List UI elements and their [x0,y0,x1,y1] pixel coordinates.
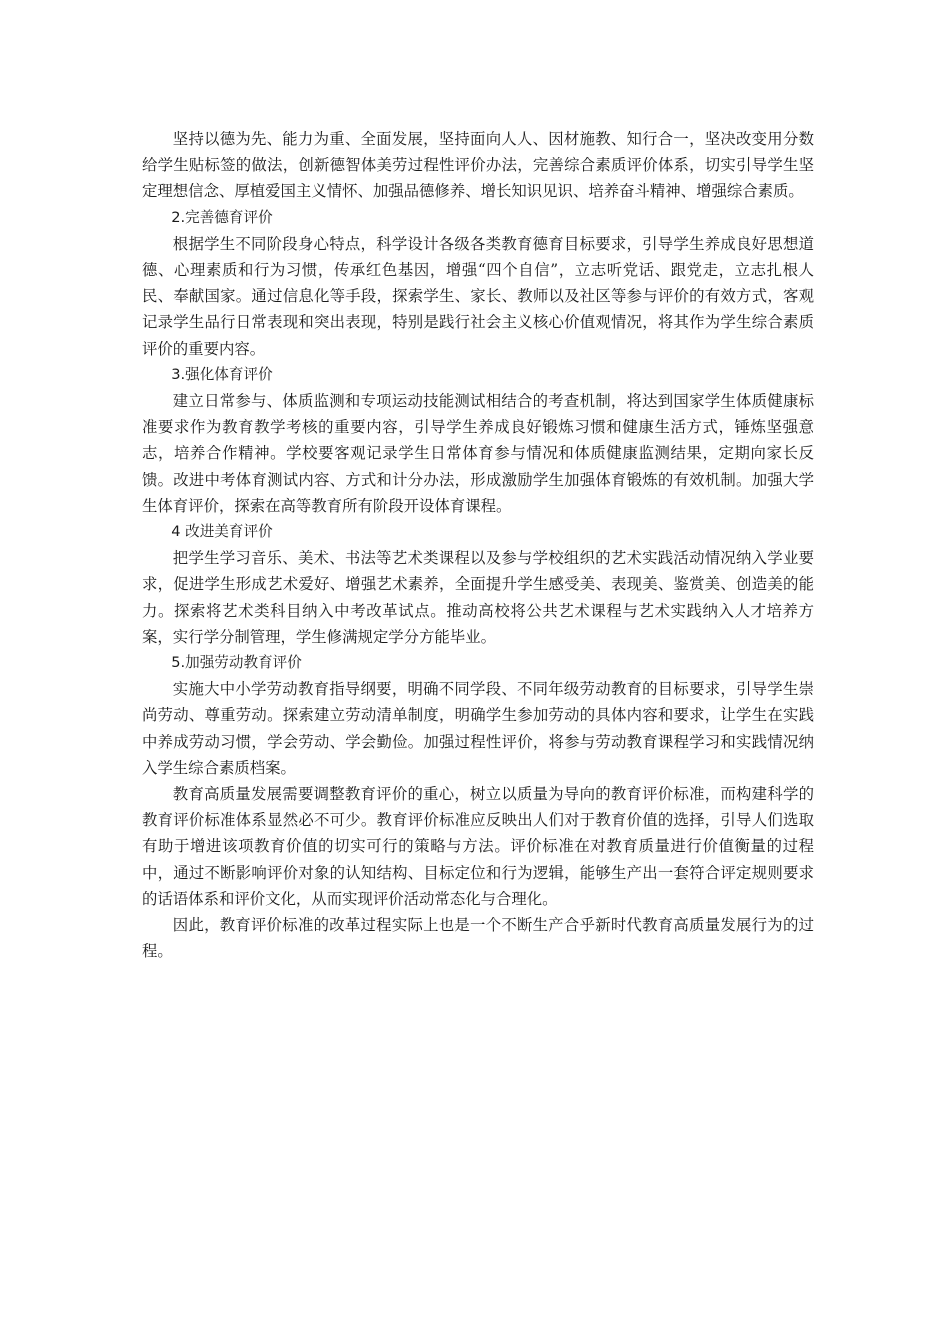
heading-physical-education: 3.强化体育评价 [171,365,273,383]
heading-aesthetic-education: 4 改进美育评价 [171,523,273,541]
document-page [142,126,814,965]
paragraph-physical-education: 建立日常参与、体质监测和专项运动技能测试相结合的考查机制，将达到国家学生体质健康标准要求作为教育教学考核的重要内容，引导学生养成良好锻炼习惯和健康生活方式，锤炼坚强意志，培养合作精神。学校要客观记录学生日常体育参与情况和体质健康监测结果，定期向家长反馈。改进中考体育测试内容、方式和计分办法，形成激励学生加强体育锻炼的有效机制。加强大学生体育评价，探索在高等教育所有阶段开设体育课程。 [142,392,814,515]
paragraph-intro: 坚持以德为先、能力为重、全面发展，坚持面向人人、因材施教、知行合一，坚决改变用分数给学生贴标签的做法，创新德智体美劳过程性评价办法，完善综合素质评价体系，切实引导学生坚定理想信念、厚植爱国主义情怀、加强品德修养、增长知识见识、培养奋斗精神、增强综合素质。 [142,130,814,201]
paragraph-aesthetic-education: 把学生学习音乐、美术、书法等艺术类课程以及参与学校组织的艺术实践活动情况纳入学业要求，促进学生形成艺术爱好、增强艺术素养，全面提升学生感受美、表现美、鉴赏美、创造美的能力。探索将艺术类科目纳入中考改革试点。推动高校将公共艺术课程与艺术实践纳入人才培养方案，实行学分制管理，学生修满规定学分方能毕业。 [142,549,814,646]
heading-labor-education: 5.加强劳动教育评价 [171,654,302,672]
paragraph-labor-education: 实施大中小学劳动教育指导纲要，明确不同学段、不同年级劳动教育的目标要求，引导学生崇尚劳动、尊重劳动。探索建立劳动清单制度，明确学生参加劳动的具体内容和要求，让学生在实践中养成劳动习惯，学会劳动、学会勤俭。加强过程性评价，将参与劳动教育课程学习和实践情况纳入学生综合素质档案。 [142,680,814,777]
paragraph-moral-education: 根据学生不同阶段身心特点，科学设计各级各类教育德育目标要求，引导学生养成良好思想道德、心理素质和行为习惯，传承红色基因，增强“四个自信”，立志听党话、跟党走，立志扎根人民、奉献国家。通过信息化等手段，探索学生、家长、教师以及社区等参与评价的有效方式，客观记录学生品行日常表现和突出表现，特别是践行社会主义核心价值观情况，将其作为学生综合素质评价的重要内容。 [142,234,814,358]
paragraph-conclusion: 因此，教育评价标准的改革过程实际上也是一个不断生产合乎新时代教育高质量发展行为的过程。 [142,916,814,961]
paragraph-evaluation-standards: 教育高质量发展需要调整教育评价的重心，树立以质量为导向的教育评价标准，而构建科学的教育评价标准体系显然必不可少。教育评价标准应反映出人们对于教育价值的选择，引导人们选取有助于增进该项教育价值的切实可行的策略与方法。评价标准在对教育质量进行价值衡量的过程中，通过不断影响评价对象的认知结构、目标定位和行为逻辑，能够生产出一套符合评定规则要求的话语体系和评价文化，从而实现评价活动常态化与合理化。 [142,785,814,908]
heading-moral-education: 2.完善德育评价 [171,208,273,226]
